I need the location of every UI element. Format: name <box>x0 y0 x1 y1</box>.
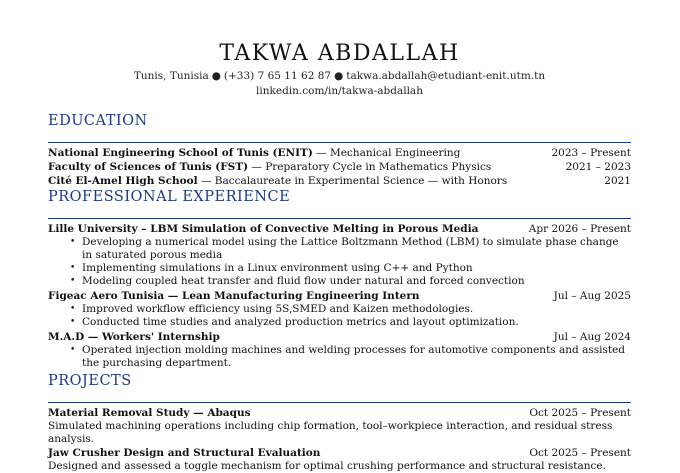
bullet-item: • Developing a numerical model using the Lattice Boltzmann Method (LBM) to simulate phase change in saturated porous media <box>70 236 619 261</box>
bullet-item: • Operated injection molding machines and welding processes for automotive components and assisted the purchasing department. <box>70 344 626 369</box>
projects-section-title: PROJECTS <box>48 373 132 389</box>
experience-entry-heading <box>48 330 631 344</box>
bullet-icon: • <box>70 276 76 286</box>
bullet-icon: • <box>70 263 76 273</box>
bullet-icon: • <box>70 304 76 314</box>
separator-dot-icon: ● <box>211 70 221 82</box>
resume-page <box>48 0 631 472</box>
degree-detail: — Baccalaureate in Experimental Science — with Honors <box>197 175 508 187</box>
project-date: Oct 2025 – Present <box>529 407 631 419</box>
project-entry-heading <box>48 446 631 460</box>
project-title: Jaw Crusher Design and Structural Evaluation <box>48 447 321 459</box>
education-entry <box>48 160 631 174</box>
school-name: National Engineering School of Tunis (ENIT) <box>48 147 313 159</box>
job-title: Figeac Aero Tunisia — Lean Manufacturing Engineering Intern <box>48 290 420 302</box>
bullet-item: • Conducted time studies and analyzed production metrics and layout optimization. <box>70 316 519 328</box>
job-bullets <box>48 344 631 370</box>
bullet-icon: • <box>70 345 76 355</box>
project-entry-heading <box>48 406 631 420</box>
linkedin-line <box>48 84 631 98</box>
experience-entry-heading <box>48 222 631 236</box>
experience-divider <box>48 218 631 219</box>
project-description: Designed and assessed a toggle mechanism for optimal crushing performance and structural resistance. <box>48 460 606 472</box>
degree-detail: — Mechanical Engineering <box>312 147 461 159</box>
job-bullets <box>48 303 631 329</box>
education-date: 2023 – Present <box>551 147 631 159</box>
education-date: 2021 <box>604 175 631 187</box>
education-section-title: EDUCATION <box>48 113 148 129</box>
education-divider <box>48 142 631 143</box>
education-entry <box>48 174 631 188</box>
projects-list <box>48 406 631 473</box>
phone-text: (+33) 7 65 11 62 87 <box>223 70 332 82</box>
job-date: Jul – Aug 2025 <box>553 290 631 302</box>
job-title: Lille University – LBM Simulation of Convective Melting in Porous Media <box>48 223 479 235</box>
project-description: Simulated machining operations including chip formation, tool–workpiece interaction, and residual stress analysis. <box>48 420 613 445</box>
email-link[interactable]: takwa.abdallah@etudiant-enit.utm.tn <box>346 70 546 82</box>
bullet-item: • Implementing simulations in a Linux environment using C++ and Python <box>70 262 473 274</box>
job-title: M.A.D — Workers' Internship <box>48 331 220 343</box>
degree-detail: — Preparatory Cycle in Mathematics Physics <box>248 161 492 173</box>
bullet-icon: • <box>70 317 76 327</box>
school-name: Faculty of Sciences of Tunis (FST) <box>48 161 249 173</box>
candidate-name: TAKWA ABDALLAH <box>219 41 460 66</box>
school-name: Cité El-Amel High School <box>48 175 198 187</box>
education-date: 2021 – 2023 <box>565 161 631 173</box>
location-text: Tunis, Tunisia <box>133 70 209 82</box>
education-list <box>48 146 631 188</box>
separator-dot-icon: ● <box>334 70 344 82</box>
experience-section-title: PROFESSIONAL EXPERIENCE <box>48 189 291 205</box>
contact-line <box>48 69 631 83</box>
job-date: Apr 2026 – Present <box>528 223 631 235</box>
projects-divider <box>48 402 631 403</box>
bullet-icon: • <box>70 237 76 247</box>
education-entry <box>48 146 631 160</box>
project-date: Oct 2025 – Present <box>529 447 631 459</box>
linkedin-link[interactable]: linkedin.com/in/takwa-abdallah <box>256 85 423 97</box>
bullet-item: • Improved workflow efficiency using 5S,SMED and Kaizen methodologies. <box>70 303 474 315</box>
job-bullets <box>48 236 631 288</box>
experience-entry-heading <box>48 289 631 303</box>
experience-list <box>48 222 631 370</box>
project-title: Material Removal Study — Abaqus <box>48 407 251 419</box>
job-date: Jul – Aug 2024 <box>553 331 631 343</box>
resume-header <box>48 40 631 98</box>
bullet-item: • Modeling coupled heat transfer and fluid flow under natural and forced convection <box>70 275 525 287</box>
